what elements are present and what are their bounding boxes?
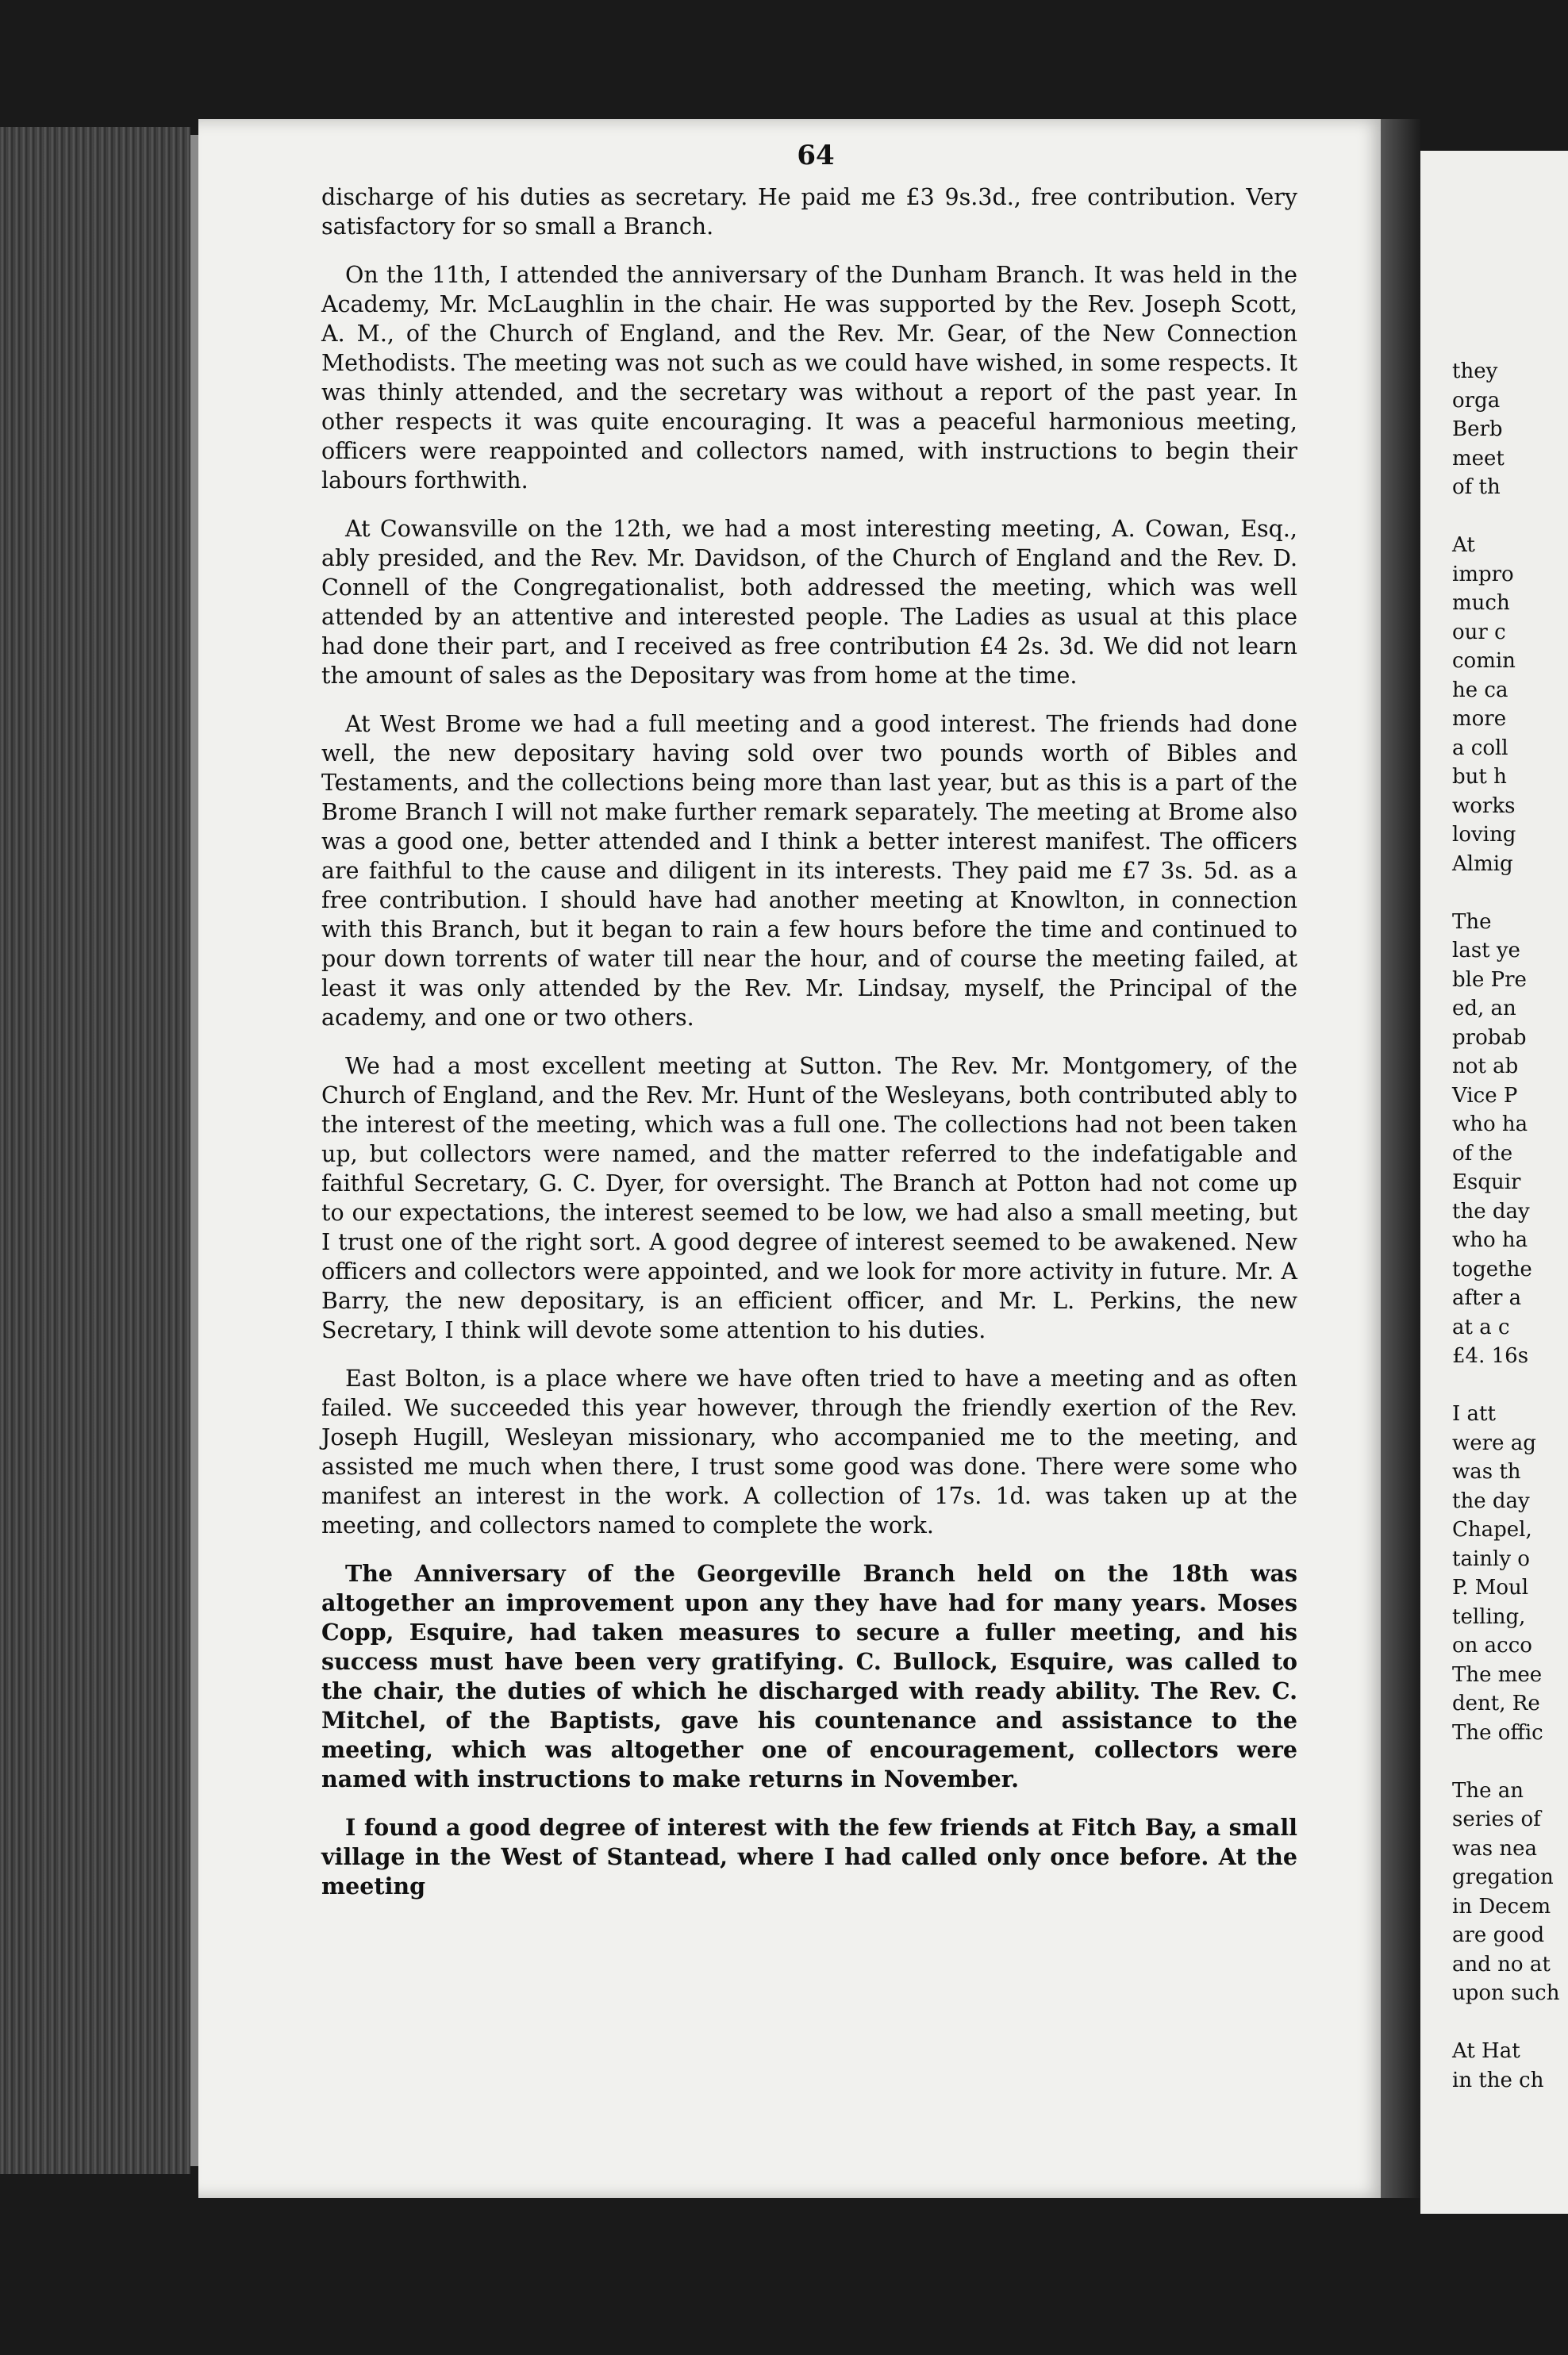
facing-page-line: in Decem bbox=[1452, 1894, 1551, 1919]
facing-page-line: Chapel, bbox=[1452, 1518, 1532, 1542]
facing-page-line bbox=[1452, 1747, 1568, 1777]
facing-page-line: on acco bbox=[1452, 1634, 1532, 1658]
facing-page-line: of th bbox=[1452, 475, 1501, 499]
facing-page-line: telling, bbox=[1452, 1604, 1526, 1629]
paragraph: At West Brome we had a full meeting and a good interest. The friends had done well, the new depositary having sold over two pounds worth of Bibles and Testaments, and the collections being more than last year, but as this is a part of the Brome Branch I will not make further remark separately. The meeting at Brome also was a good one, better attended and I think a better interest manifest. The officers are faithful to the cause and diligent in its interests. They paid me £7 3s. 5d. as a free contribution. I should have had another meeting at Knowlton, in connection with this Branch, but it began to rain a few hours before the time and continued to pour down torrents of water till near the hour, and of course the meeting failed, at least it was only attended by the Rev. Mr. Lindsay, myself, the Principal of the academy, and one or two others. bbox=[321, 711, 1297, 1031]
facing-page-line: last ye bbox=[1452, 939, 1520, 962]
facing-page-line: The an bbox=[1452, 1778, 1524, 1803]
facing-page-line: who ha bbox=[1452, 1228, 1528, 1252]
page-number: 64 bbox=[797, 140, 835, 171]
paragraph: We had a most excellent meeting at Sutton. The Rev. Mr. Montgomery, of the Church of England, and the Rev. Mr. Hunt of the Wesleyans, both contributed ably to the interest of the meeting, which was a full one. The collections had not been taken up, but collectors were named, and the matter referred to the indefatigable and faithful Secretary, G. C. Dyer, for oversight. The Branch at Potton had not come up to our expectations, the interest seemed to be low, we had also a small meeting, but I trust one of the right sort. A good degree of interest seemed to be awakened. New officers and collectors were appointed, and we look for more activity in future. Mr. A Barry, the new depositary, is an efficient officer, and Mr. L. Perkins, the new Secretary, I think will devote some attention to his duties. bbox=[321, 1053, 1297, 1343]
facing-page-line: they bbox=[1452, 359, 1498, 383]
facing-page-line: £4. 16s bbox=[1452, 1344, 1529, 1368]
facing-page-line bbox=[1452, 502, 1568, 532]
facing-page-line: togethe bbox=[1452, 1257, 1532, 1281]
facing-page-line: Vice P bbox=[1452, 1083, 1518, 1108]
facing-page-line: were ag bbox=[1452, 1431, 1536, 1455]
paragraph: At Cowansville on the 12th, we had a most interesting meeting, A. Cowan, Esq., ably presided, and the Rev. Mr. Davidson, of the Church of England and the Rev. D. Connell of the Congregationalist, both addressed the meeting, which was well attended by an attentive and interested people. The Ladies as usual at this place had done their part, and I received as free contribution £4 2s. 3d. We did not learn the amount of sales as the Depositary was from home at the time. bbox=[321, 516, 1297, 689]
paragraph: The Anniversary of the Georgeville Branch held on the 18th was altogether an improvement upon any they have had for many years. Moses Copp, Esquire, had taken measures to secure a fuller meeting, and his success must have been very gratifying. C. Bullock, Esquire, was called to the chair, the duties of which he discharged with ready ability. The Rev. C. Mitchel, of the Baptists, gave his countenance and assistance to the meeting, which was altogether one of encouragement, collectors were named with instructions to make returns in November. bbox=[321, 1560, 1297, 1792]
facing-page-line: a coll bbox=[1452, 736, 1508, 760]
facing-page-line: was nea bbox=[1452, 1836, 1537, 1861]
facing-page-line: upon such bbox=[1452, 1981, 1560, 2005]
facing-page-line: the day bbox=[1452, 1199, 1530, 1224]
facing-page-line: the day bbox=[1452, 1489, 1530, 1513]
facing-page-line bbox=[1452, 2008, 1568, 2038]
facing-page-line: The offic bbox=[1452, 1720, 1543, 1745]
facing-page-line: who ha bbox=[1452, 1112, 1528, 1136]
facing-page-line: orga bbox=[1452, 388, 1501, 413]
facing-page-line: tainly o bbox=[1452, 1546, 1530, 1571]
facing-page-line: in the ch bbox=[1452, 2068, 1544, 2092]
facing-page-line: he ca bbox=[1452, 678, 1508, 702]
paragraph: On the 11th, I attended the anniversary of the Dunham Branch. It was held in the Academy, Mr. McLaughlin in the chair. He was supported by the Rev. Joseph Scott, A. M., of the Church of England, and the Rev. Mr. Gear, of the New Connection Methodists. The meeting was not such as we could have wished, in some respects. It was thinly attended, and the secretary was without a report of the past year. In other respects it was quite encouraging. It was a peaceful harmonious meeting, officers were reappointed and collectors named, with instructions to begin their labours forthwith. bbox=[321, 262, 1297, 494]
page-body bbox=[321, 182, 1297, 1901]
facing-page-line bbox=[1452, 1371, 1568, 1400]
facing-page-line: at a c bbox=[1452, 1315, 1510, 1339]
paragraph: East Bolton, is a place where we have often tried to have a meeting and as often failed. We succeeded this year however, through the friendly exertion of the Rev. Joseph Hugill, Wesleyan missionary, who accompanied me to the meeting, and assisted me much when there, I trust some good was done. There were some who manifest an interest in the work. A collection of 17s. 1d. was taken up at the meeting, and collectors named to complete the work. bbox=[321, 1366, 1297, 1539]
facing-page-line: P. Moul bbox=[1452, 1576, 1529, 1600]
facing-page-line: Almig bbox=[1452, 851, 1513, 876]
facing-page-line: At Hat bbox=[1452, 2039, 1520, 2063]
facing-page-line: series of bbox=[1452, 1808, 1541, 1831]
facing-page-line: but h bbox=[1452, 765, 1507, 789]
paragraph: discharge of his duties as secretary. He paid me £3 9s.3d., free contribution. Very satisfactory for so small a Branch. bbox=[321, 184, 1297, 240]
facing-page-line: not ab bbox=[1452, 1055, 1519, 1078]
page-gutter bbox=[1381, 119, 1420, 2198]
facing-page-line: our c bbox=[1452, 620, 1506, 644]
book-spine bbox=[0, 127, 190, 2174]
facing-page-line: after a bbox=[1452, 1286, 1522, 1310]
facing-page-line: and no at bbox=[1452, 1952, 1551, 1977]
facing-page-line: works bbox=[1452, 793, 1516, 818]
facing-page-line: gregation bbox=[1452, 1865, 1554, 1889]
paragraph: I found a good degree of interest with the few friends at Fitch Bay, a small village in the West of Stantead, where I had called only once before. At the meeting bbox=[321, 1814, 1297, 1900]
facing-page-line: comin bbox=[1452, 649, 1516, 673]
facing-page-fragment bbox=[1420, 151, 1568, 2214]
facing-page-line: The bbox=[1452, 909, 1492, 934]
facing-page-line: Berb bbox=[1452, 417, 1503, 441]
facing-page-line: At bbox=[1452, 533, 1475, 557]
facing-page-line: Esquir bbox=[1452, 1170, 1521, 1194]
page-block-edge bbox=[190, 135, 198, 2166]
facing-page-line: are good bbox=[1452, 1923, 1545, 1947]
facing-page-line: The mee bbox=[1452, 1662, 1543, 1687]
facing-page-line: dent, Re bbox=[1452, 1692, 1540, 1715]
facing-page-line: I att bbox=[1452, 1402, 1496, 1426]
facing-page-line: impro bbox=[1452, 562, 1514, 586]
facing-page-text bbox=[1452, 357, 1568, 2095]
margin-mark bbox=[127, 1519, 159, 1534]
facing-page-line: probab bbox=[1452, 1025, 1527, 1050]
facing-page-line: meet bbox=[1452, 446, 1505, 471]
facing-page-line: of the bbox=[1452, 1141, 1513, 1166]
facing-page-line: ed, an bbox=[1452, 997, 1516, 1020]
facing-page-line: ble Pre bbox=[1452, 967, 1527, 992]
facing-page-line bbox=[1452, 878, 1568, 908]
facing-page-line: more bbox=[1452, 707, 1507, 731]
facing-page-line: was th bbox=[1452, 1460, 1521, 1484]
facing-page-line: much bbox=[1452, 591, 1510, 615]
facing-page-line: loving bbox=[1452, 823, 1516, 847]
